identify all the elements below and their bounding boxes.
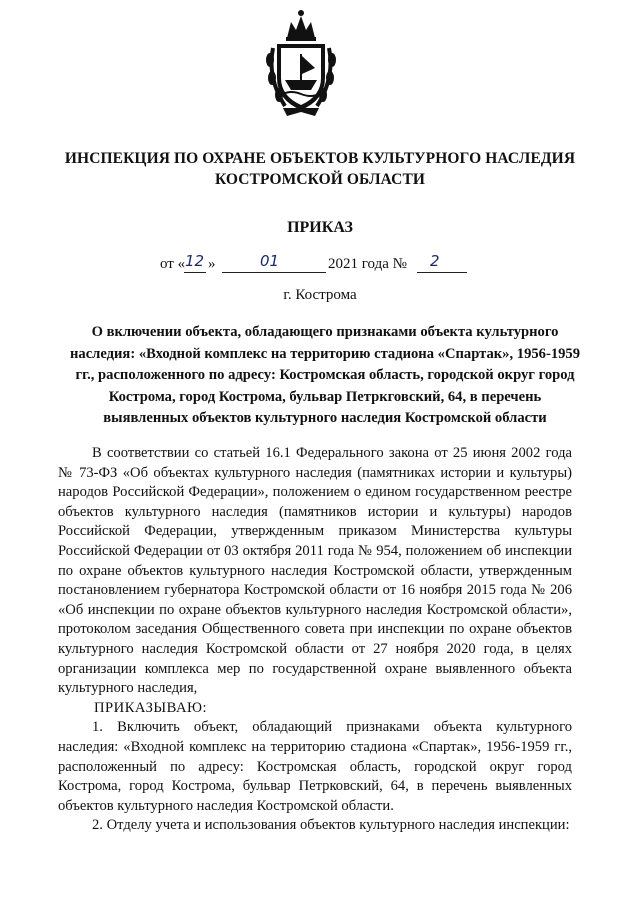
- organization-name: [40, 148, 600, 190]
- month-underline: [222, 272, 326, 273]
- order-month: 01: [260, 252, 280, 270]
- preamble-paragraph: В соответствии со статьей 16.1 Федерального закона от 25 июня 2002 года № 73-ФЗ «Об объектах культурного наследия (памятниках истории и культуры) народов Российской Федерации», положением о едином государственном реестре объектов культурного наследия (памятников истории и культуры) народов Российской Федерации, утвержденным приказом Министерства культуры Российской Федерации от 03 октября 2011 года № 954, положением об инспекции по охране объектов культурного наследия Костромской области, утвержденным постановлением губернатора Костромской области от 16 ноября 2015 года № 206 «Об инспекции по охране объектов культурного наследия Костромской области», протоколом заседания Общественного совета при инспекции по охране объектов культурного наследия Костромской области от 27 ноября 2020 года, в целях организации комплекса мер по государственной охране выявленного объекта культурного наследия,: [58, 445, 572, 697]
- order-day: 12: [185, 252, 205, 270]
- command-word: ПРИКАЗЫВАЮ:: [94, 699, 208, 716]
- number-underline: [417, 272, 467, 273]
- day-underline: [184, 272, 206, 273]
- order-year: 2021 года №: [328, 256, 407, 272]
- order-subject: О включении объекта, обладающего признаками объекта культурного наследия: «Входной комплекс на территорию стадиона «Спартак», 1956-1959 гг., расположенного по адресу: Костромская область, городской округ город Кострома, город Кострома, бульвар Петркговский, 64, в перечень выявленных объектов культурного наследия Костромской области: [69, 324, 581, 426]
- organization-line-1: ИНСПЕКЦИЯ ПО ОХРАНЕ ОБЪЕКТОВ КУЛЬТУРНОГО НАСЛЕДИЯ: [64, 150, 576, 167]
- order-date-line: [160, 252, 480, 278]
- document-title: ПРИКАЗ: [287, 219, 353, 236]
- order-number: 2: [430, 252, 440, 270]
- date-mid: »: [208, 256, 216, 272]
- date-prefix: от «: [160, 256, 186, 272]
- order-city: г. Кострома: [283, 287, 357, 303]
- order-item-2: 2. Отделу учета и использования объектов культурного наследия инспекции:: [92, 817, 570, 834]
- organization-line-2: КОСТРОМСКОЙ ОБЛАСТИ: [214, 171, 426, 188]
- coat-of-arms-icon: [265, 8, 337, 118]
- order-body: [58, 444, 572, 836]
- order-item-1: 1. Включить объект, обладающий признаками объекта культурного наследия: «Входной комплекс на территорию стадиона «Спартак», 1956-1959 гг., расположенный по адресу: Костромская область, городской округ город Кострома, город Кострома, бульвар Петрковский, 64, в перечень выявленных объектов культурного наследия Костромской области.: [58, 719, 572, 814]
